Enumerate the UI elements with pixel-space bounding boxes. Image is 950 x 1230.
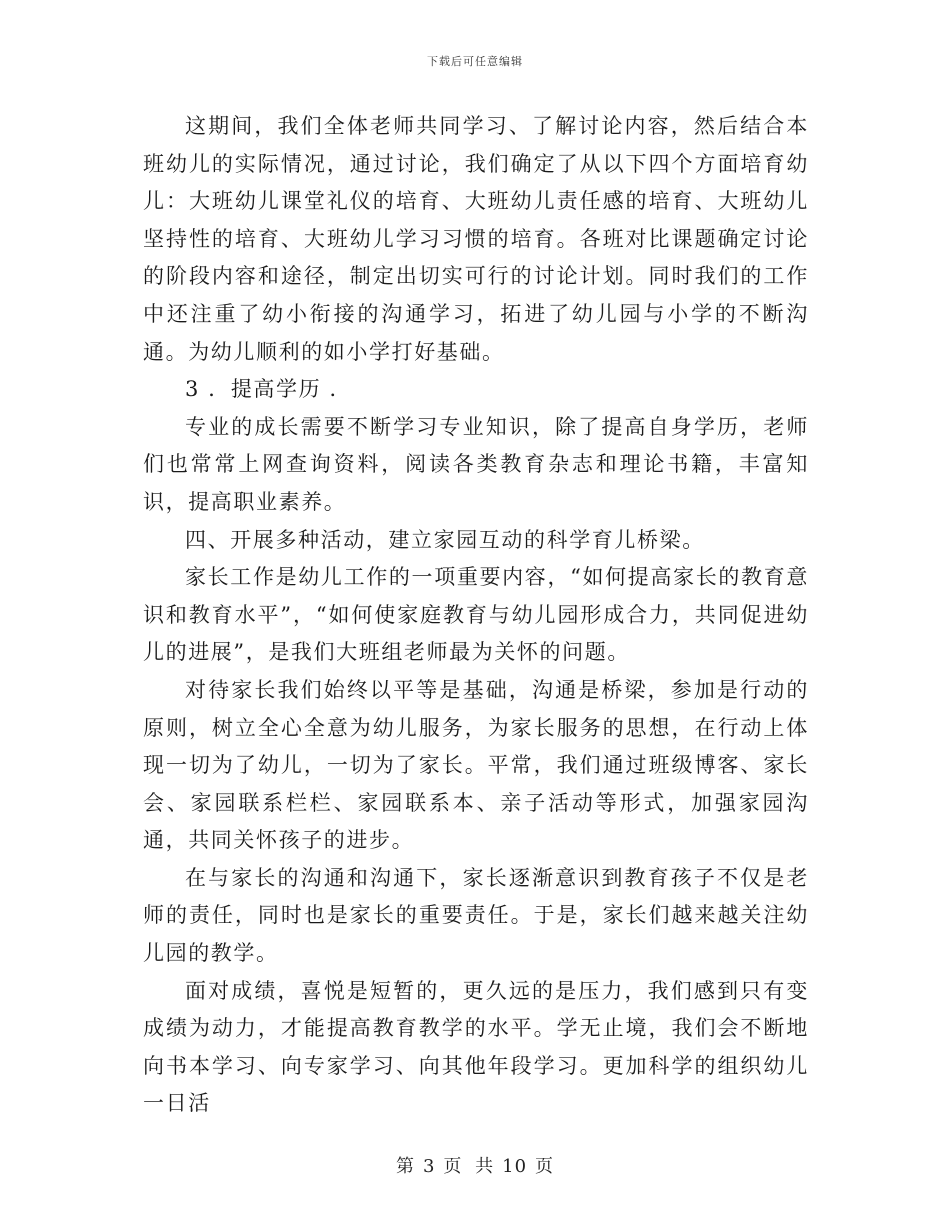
document-body (143, 108, 809, 1123)
paragraph: 在与家长的沟通和沟通下，家长逐渐意识到教育孩子不仅是老师的责任，同时也是家长的重要责任。于是，家长们越来越关注幼儿园的教学。 (143, 865, 809, 966)
total-page-count: 10 (502, 1156, 528, 1177)
page-footer (0, 1152, 950, 1178)
section-heading: 四、开展多种活动，建立家园互动的科学育儿桥梁。 (185, 527, 705, 552)
paragraph: 专业的成长需要不断学习专业知识，除了提高自身学历，老师们也常常上网查询资料，阅读各类教育杂志和理论书籍，丰富知识，提高职业素养。 (143, 414, 809, 514)
page-header: 下载后可任意编辑 (427, 55, 523, 68)
section-heading: 3 ．提高学历 ． (185, 377, 353, 402)
page-footer-middle: 页 共 (443, 1156, 495, 1177)
paragraph: 家长工作是幼儿工作的一项重要内容，“如何提高家长的教育意识和教育水平”，“如何使家庭教育与幼儿园形成合力，共同促进幼儿的进展”，是我们大班组老师最为关怀的问题。 (143, 565, 809, 665)
current-page-number: 3 (422, 1156, 436, 1177)
page-footer-prefix: 第 (395, 1156, 415, 1177)
paragraph: 面对成绩，喜悦是短暂的，更久远的是压力，我们感到只有变成绩为动力，才能提高教育教学的水平。学无止境，我们会不断地向书本学习、向专家学习、向其他年段学习。更加科学的组织幼儿一日活 (143, 978, 809, 1116)
paragraph: 这期间，我们全体老师共同学习、了解讨论内容，然后结合本班幼儿的实际情况，通过讨论，我们确定了从以下四个方面培育幼儿：大班幼儿课堂礼仪的培育、大班幼儿责任感的培育、大班幼儿坚持性的培育、大班幼儿学习习惯的培育。各班对比课题确定讨论的阶段内容和途径，制定出切实可行的讨论计划。同时我们的工作中还注重了幼小衔接的沟通学习，拓进了幼儿园与小学的不断沟通。为幼儿顺利的如小学打好基础。 (143, 114, 809, 364)
page-footer-suffix: 页 (535, 1156, 555, 1177)
paragraph: 对待家长我们始终以平等是基础，沟通是桥梁，参加是行动的原则，树立全心全意为幼儿服务，为家长服务的思想，在行动上体现一切为了幼儿，一切为了家长。平常，我们通过班级博客、家长会、家园联系栏栏、家园联系本、亲子活动等形式，加强家园沟通，共同关怀孩子的进步。 (143, 677, 809, 853)
